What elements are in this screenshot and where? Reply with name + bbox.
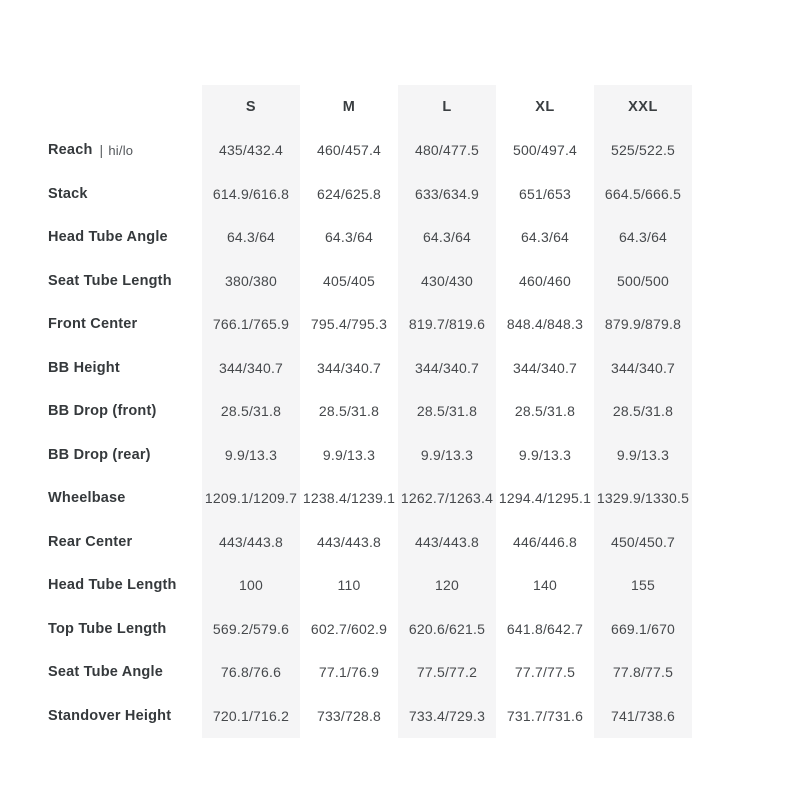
row-label-text: BB Drop (front): [48, 403, 157, 420]
row-label-text: Stack: [48, 185, 88, 202]
row-label: [48, 433, 202, 477]
row-label: [48, 694, 202, 738]
cell-value: 77.8/77.5: [594, 651, 692, 695]
column-header-l: L: [398, 85, 496, 129]
row-label: [48, 216, 202, 260]
row-label: [48, 607, 202, 651]
cell-value: 28.5/31.8: [398, 390, 496, 434]
cell-value: 64.3/64: [520, 229, 570, 246]
cell-value: 720.1/716.2: [202, 694, 300, 738]
table-corner-spacer: [48, 85, 202, 129]
cell-value: 28.5/31.8: [202, 390, 300, 434]
cell-value: 9.9/13.3: [398, 433, 496, 477]
row-label: [48, 477, 202, 521]
row-label: [48, 172, 202, 216]
cell-value: 460/460: [518, 272, 571, 289]
column-header-xxl: XXL: [594, 85, 692, 129]
cell-value: 443/443.8: [398, 520, 496, 564]
row-label-text: BB Height: [48, 359, 120, 376]
row-label-text: Head Tube Length: [48, 577, 177, 594]
cell-value: 155: [594, 564, 692, 608]
cell-value: 9.9/13.3: [202, 433, 300, 477]
cell-value: 110: [337, 577, 361, 594]
cell-value: 9.9/13.3: [322, 446, 376, 463]
row-label: [48, 303, 202, 347]
row-label: [48, 259, 202, 303]
row-label: [48, 651, 202, 695]
cell-value: 100: [202, 564, 300, 608]
column-header-s: S: [202, 85, 300, 129]
cell-value: 64.3/64: [594, 216, 692, 260]
column-header-m: M: [342, 98, 356, 115]
cell-value: 64.3/64: [324, 229, 374, 246]
cell-value: 344/340.7: [512, 359, 578, 376]
cell-value: 446/446.8: [512, 533, 578, 550]
column-header-xl: XL: [535, 98, 555, 115]
row-label-text: Reach: [48, 142, 93, 159]
cell-value: 500/497.4: [512, 142, 578, 159]
row-label-text: BB Drop (rear): [48, 446, 151, 463]
cell-value: 819.7/819.6: [398, 303, 496, 347]
cell-value: 602.7/602.9: [310, 620, 388, 637]
cell-value: 569.2/579.6: [202, 607, 300, 651]
cell-value: 879.9/879.8: [594, 303, 692, 347]
cell-value: 733.4/729.3: [398, 694, 496, 738]
row-label: [48, 129, 202, 173]
cell-value: 77.5/77.2: [398, 651, 496, 695]
cell-value: 731.7/731.6: [506, 707, 584, 724]
cell-value: 614.9/616.8: [202, 172, 300, 216]
cell-value: 1262.7/1263.4: [398, 477, 496, 521]
cell-value: 344/340.7: [316, 359, 382, 376]
row-label-text: Standover Height: [48, 707, 172, 724]
cell-value: 624/625.8: [316, 185, 382, 202]
cell-value: 430/430: [398, 259, 496, 303]
row-label: [48, 346, 202, 390]
cell-value: 741/738.6: [594, 694, 692, 738]
row-label: [48, 390, 202, 434]
row-label-text: Rear Center: [48, 533, 133, 550]
row-label-text: Wheelbase: [48, 490, 126, 507]
cell-value: 1238.4/1239.1: [302, 490, 396, 507]
cell-value: 344/340.7: [202, 346, 300, 390]
cell-value: 664.5/666.5: [594, 172, 692, 216]
cell-value: 480/477.5: [398, 129, 496, 173]
cell-value: 443/443.8: [202, 520, 300, 564]
cell-value: 795.4/795.3: [310, 316, 388, 333]
cell-value: 9.9/13.3: [518, 446, 572, 463]
cell-value: 76.8/76.6: [202, 651, 300, 695]
row-label: [48, 564, 202, 608]
cell-value: 450/450.7: [594, 520, 692, 564]
cell-value: 848.4/848.3: [506, 316, 584, 333]
row-label-text: Seat Tube Length: [48, 272, 172, 289]
row-label-separator: |: [99, 142, 104, 159]
cell-value: 651/653: [518, 185, 571, 202]
cell-value: 9.9/13.3: [594, 433, 692, 477]
cell-value: 405/405: [322, 272, 375, 289]
cell-value: 64.3/64: [398, 216, 496, 260]
cell-value: 120: [398, 564, 496, 608]
cell-value: 500/500: [594, 259, 692, 303]
cell-value: 64.3/64: [202, 216, 300, 260]
row-label-text: Front Center: [48, 316, 138, 333]
cell-value: 344/340.7: [398, 346, 496, 390]
cell-value: 620.6/621.5: [398, 607, 496, 651]
cell-value: 380/380: [202, 259, 300, 303]
row-label-text: Seat Tube Angle: [48, 664, 163, 681]
cell-value: 641.8/642.7: [506, 620, 584, 637]
cell-value: 28.5/31.8: [594, 390, 692, 434]
cell-value: 460/457.4: [316, 142, 382, 159]
row-label-text: Top Tube Length: [48, 620, 167, 637]
cell-value: 77.7/77.5: [514, 664, 576, 681]
row-label-note: hi/lo: [108, 142, 134, 158]
cell-value: 344/340.7: [594, 346, 692, 390]
cell-value: 1209.1/1209.7: [202, 477, 300, 521]
cell-value: 733/728.8: [316, 707, 382, 724]
cell-value: 77.1/76.9: [318, 664, 380, 681]
cell-value: 669.1/670: [594, 607, 692, 651]
cell-value: 1329.9/1330.5: [594, 477, 692, 521]
cell-value: 1294.4/1295.1: [498, 490, 592, 507]
cell-value: 28.5/31.8: [318, 403, 380, 420]
cell-value: 435/432.4: [202, 129, 300, 173]
row-label: [48, 520, 202, 564]
geometry-table: [48, 85, 692, 738]
cell-value: 443/443.8: [316, 533, 382, 550]
cell-value: 28.5/31.8: [514, 403, 576, 420]
cell-value: 140: [533, 577, 557, 594]
cell-value: 766.1/765.9: [202, 303, 300, 347]
cell-value: 525/522.5: [594, 129, 692, 173]
row-label-text: Head Tube Angle: [48, 229, 168, 246]
cell-value: 633/634.9: [398, 172, 496, 216]
